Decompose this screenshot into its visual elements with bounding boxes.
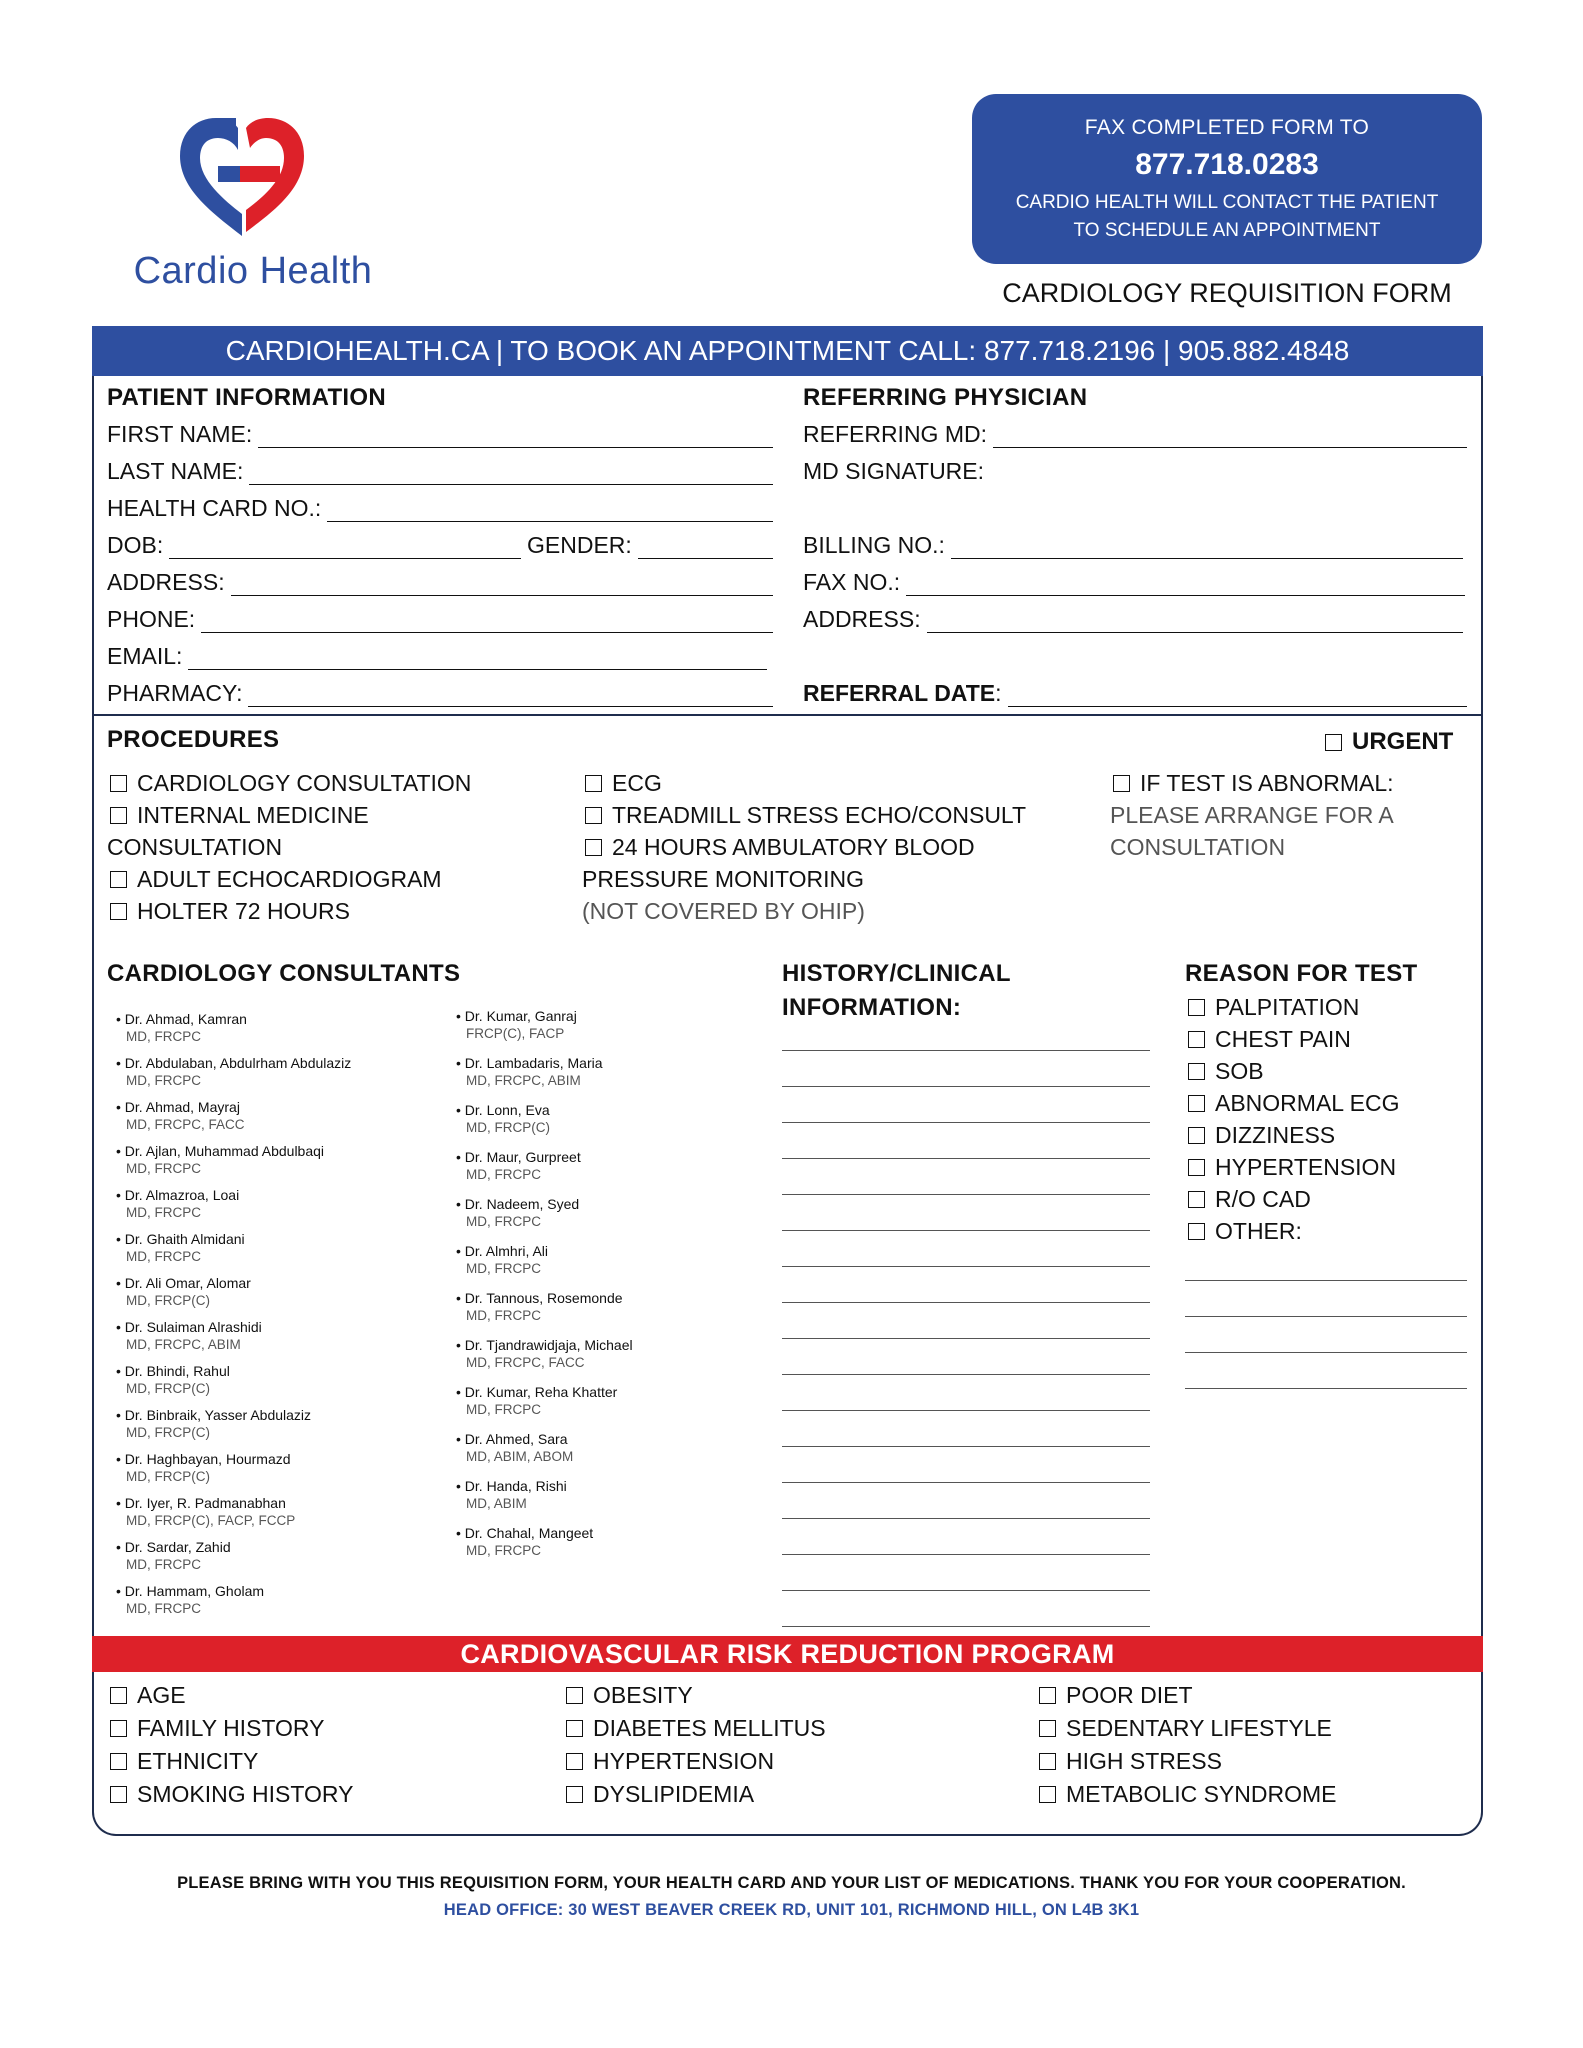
reason-chest-pain[interactable] xyxy=(1188,1026,1351,1053)
reason-ro-cad[interactable] xyxy=(1188,1186,1311,1213)
history-writing-line[interactable] xyxy=(782,1158,1150,1159)
proc-label: CARDIOLOGY CONSULTATION xyxy=(137,770,472,796)
procedures-heading: PROCEDURES xyxy=(107,726,280,753)
consultant-entry: • Dr. Ahmad, Kamran MD, FRCPC xyxy=(116,1011,247,1044)
checkbox[interactable] xyxy=(110,1687,127,1704)
health-card-field[interactable] xyxy=(107,492,773,522)
consultant-entry: • Dr. Sardar, Zahid MD, FRCPC xyxy=(116,1539,231,1572)
fax-note-1: CARDIO HEALTH WILL CONTACT THE PATIENT xyxy=(1015,192,1439,213)
physician-address-line[interactable] xyxy=(927,611,1463,633)
reason-other[interactable] xyxy=(1188,1218,1302,1245)
proc-label: 24 HOURS AMBULATORY BLOOD xyxy=(612,834,975,860)
risk-poor-diet[interactable] xyxy=(1039,1682,1193,1709)
checkbox[interactable] xyxy=(1039,1687,1056,1704)
risk-obesity[interactable] xyxy=(566,1682,693,1709)
billing-no-label: BILLING NO.: xyxy=(803,532,945,558)
last-name-label: LAST NAME: xyxy=(107,458,244,484)
risk-label: POOR DIET xyxy=(1066,1682,1193,1708)
consultant-entry: • Dr. Kumar, Ganraj FRCP(C), FACP xyxy=(456,1008,577,1041)
fax-no-label: FAX NO.: xyxy=(803,569,901,595)
risk-label: SMOKING HISTORY xyxy=(137,1781,354,1807)
heart-ch-logo-icon xyxy=(174,114,310,242)
checkbox[interactable] xyxy=(1188,1127,1205,1144)
checkbox[interactable] xyxy=(566,1720,583,1737)
reason-label: ABNORMAL ECG xyxy=(1215,1090,1400,1116)
history-heading-2: INFORMATION: xyxy=(782,994,962,1021)
checkbox[interactable] xyxy=(566,1687,583,1704)
checkbox[interactable] xyxy=(1188,999,1205,1016)
proc-ambulatory-bp[interactable] xyxy=(585,834,975,861)
reason-abnormal-ecg[interactable] xyxy=(1188,1090,1399,1117)
consultant-entry: • Dr. Hammam, Gholam MD, FRCPC xyxy=(116,1583,265,1616)
phone-field[interactable] xyxy=(107,603,773,633)
history-writing-line[interactable] xyxy=(782,1194,1150,1195)
checkbox[interactable] xyxy=(1039,1753,1056,1770)
not-covered-note: (NOT COVERED BY OHIP) xyxy=(582,898,865,924)
gender-label: GENDER: xyxy=(527,532,632,558)
history-writing-line[interactable] xyxy=(782,1302,1150,1303)
risk-sedentary[interactable] xyxy=(1039,1715,1332,1742)
risk-label: ETHNICITY xyxy=(137,1748,259,1774)
proc-holter[interactable] xyxy=(110,898,350,925)
proc-treadmill[interactable] xyxy=(585,802,1026,829)
risk-age[interactable] xyxy=(110,1682,186,1709)
risk-hypertension[interactable] xyxy=(566,1748,774,1775)
consultant-list-col2 xyxy=(456,1007,633,1560)
reason-label: CHEST PAIN xyxy=(1215,1026,1351,1052)
reason-label: HYPERTENSION xyxy=(1215,1154,1397,1180)
physician-address-field[interactable] xyxy=(803,603,1463,633)
checkbox[interactable] xyxy=(1188,1159,1205,1176)
first-name-line[interactable] xyxy=(258,426,773,448)
history-writing-line[interactable] xyxy=(782,1590,1150,1591)
consultant-entry: • Dr. Tjandrawidjaja, Michael MD, FRCPC, FACC xyxy=(456,1337,633,1370)
consultant-entry: • Dr. Handa, Rishi MD, ABIM xyxy=(456,1478,567,1511)
risk-program-heading: CARDIOVASCULAR RISK REDUCTION PROGRAM xyxy=(92,1636,1483,1672)
risk-metabolic[interactable] xyxy=(1039,1781,1337,1808)
referral-date-field[interactable] xyxy=(803,677,1467,707)
proc-label: INTERNAL MEDICINE xyxy=(137,802,369,828)
dob-field[interactable] xyxy=(107,529,521,559)
reason-hypertension[interactable] xyxy=(1188,1154,1396,1181)
billing-no-line[interactable] xyxy=(951,537,1463,559)
consultant-entry: • Dr. Chahal, Mangeet MD, FRCPC xyxy=(456,1525,594,1558)
proc-label-continued: PRESSURE MONITORING xyxy=(582,866,864,892)
urgent-label: URGENT xyxy=(1352,728,1454,755)
consultant-entry: • Dr. Lambadaris, Maria MD, FRCPC, ABIM xyxy=(456,1055,603,1088)
reason-label: DIZZINESS xyxy=(1215,1122,1336,1148)
referring-md-line[interactable] xyxy=(993,426,1467,448)
referring-md-field[interactable] xyxy=(803,418,1467,448)
consultants-heading: CARDIOLOGY CONSULTANTS xyxy=(107,960,461,987)
other-reason-line[interactable] xyxy=(1185,1280,1467,1281)
checkbox[interactable] xyxy=(1039,1720,1056,1737)
risk-high-stress[interactable] xyxy=(1039,1748,1222,1775)
checkbox[interactable] xyxy=(1188,1095,1205,1112)
proc-label: ECG xyxy=(612,770,662,796)
physician-address-label: ADDRESS: xyxy=(803,606,921,632)
email-line[interactable] xyxy=(188,648,767,670)
proc-label-continued: CONSULTATION xyxy=(107,834,283,860)
urgent-box[interactable] xyxy=(1325,734,1342,751)
history-writing-line[interactable] xyxy=(782,1050,1150,1051)
patient-info-heading: PATIENT INFORMATION xyxy=(107,384,387,411)
risk-label: METABOLIC SYNDROME xyxy=(1066,1781,1337,1807)
reason-label: R/O CAD xyxy=(1215,1186,1311,1212)
risk-label: DIABETES MELLITUS xyxy=(593,1715,826,1741)
history-writing-line[interactable] xyxy=(782,1518,1150,1519)
arrange-note: PLEASE ARRANGE FOR A xyxy=(1110,802,1394,828)
history-writing-line[interactable] xyxy=(782,1338,1150,1339)
proc-label: HOLTER 72 HOURS xyxy=(137,898,351,924)
checkbox[interactable] xyxy=(566,1753,583,1770)
risk-label: HYPERTENSION xyxy=(593,1748,775,1774)
last-name-line[interactable] xyxy=(249,463,773,485)
fax-info-box xyxy=(972,94,1482,264)
risk-dyslipidemia[interactable] xyxy=(566,1781,754,1808)
consultant-entry: • Dr. Ahmad, Mayraj MD, FRCPC, FACC xyxy=(116,1099,245,1132)
form-title: CARDIOLOGY REQUISITION FORM xyxy=(1002,278,1452,308)
fax-no-line[interactable] xyxy=(906,574,1465,596)
patient-address-line[interactable] xyxy=(231,574,773,596)
patient-address-label: ADDRESS: xyxy=(107,569,225,595)
consultant-entry: • Dr. Lonn, Eva MD, FRCP(C) xyxy=(456,1102,550,1135)
checkbox[interactable] xyxy=(585,839,602,856)
history-writing-line[interactable] xyxy=(782,1230,1150,1231)
reason-heading: REASON FOR TEST xyxy=(1185,960,1418,987)
referral-date-label: REFERRAL DATE: xyxy=(803,680,1002,706)
history-writing-line[interactable] xyxy=(782,1086,1150,1087)
history-writing-line[interactable] xyxy=(782,1446,1150,1447)
consultant-entry: • Dr. Bhindi, Rahul MD, FRCP(C) xyxy=(116,1363,230,1396)
other-reason-line[interactable] xyxy=(1185,1388,1467,1389)
footer-instructions: PLEASE BRING WITH YOU THIS REQUISITION FORM, YOUR HEALTH CARD AND YOUR LIST OF MEDICATIONS. THANK YOU FOR YOUR COOPERATION. xyxy=(177,1874,1406,1892)
history-writing-line[interactable] xyxy=(782,1410,1150,1411)
checkbox[interactable] xyxy=(585,775,602,792)
section-divider xyxy=(92,714,1483,716)
risk-label: AGE xyxy=(137,1682,186,1708)
health-card-line[interactable] xyxy=(327,500,773,522)
health-card-label: HEALTH CARD NO.: xyxy=(107,495,322,521)
first-name-label: FIRST NAME: xyxy=(107,421,253,447)
referring-md-label: REFERRING MD: xyxy=(803,421,987,447)
risk-label: SEDENTARY LIFESTYLE xyxy=(1066,1715,1332,1741)
phone-label: PHONE: xyxy=(107,606,196,632)
last-name-field[interactable] xyxy=(107,455,773,485)
proc-label: IF TEST IS ABNORMAL: xyxy=(1140,770,1394,796)
risk-label: FAMILY HISTORY xyxy=(137,1715,325,1741)
history-writing-line[interactable] xyxy=(782,1554,1150,1555)
checkbox[interactable] xyxy=(110,1753,127,1770)
pharmacy-line[interactable] xyxy=(248,685,773,707)
proc-adult-echo[interactable] xyxy=(110,866,442,893)
proc-internal-medicine[interactable] xyxy=(110,802,369,829)
other-reason-line[interactable] xyxy=(1185,1316,1467,1317)
checkbox[interactable] xyxy=(110,871,127,888)
risk-diabetes[interactable] xyxy=(566,1715,826,1742)
consultant-entry: • Dr. Almhri, Ali MD, FRCPC xyxy=(456,1243,549,1276)
fax-note-2: TO SCHEDULE AN APPOINTMENT xyxy=(1073,220,1381,241)
checkbox[interactable] xyxy=(585,807,602,824)
referral-date-line[interactable] xyxy=(1008,685,1468,707)
proc-ecg[interactable] xyxy=(585,770,662,797)
proc-cardiology-consultation[interactable] xyxy=(110,770,471,797)
history-heading-1: HISTORY/CLINICAL xyxy=(782,960,1011,987)
md-signature-field[interactable] xyxy=(803,455,1467,485)
checkbox[interactable] xyxy=(1188,1223,1205,1240)
checkbox[interactable] xyxy=(566,1786,583,1803)
brand-name: Cardio Health xyxy=(133,250,373,292)
consultant-entry: • Dr. Tannous, Rosemonde MD, FRCPC xyxy=(456,1290,623,1323)
gender-line[interactable] xyxy=(638,537,773,559)
consultant-list-col1 xyxy=(116,1010,351,1618)
consultant-entry: • Dr. Kumar, Reha Khatter MD, FRCPC xyxy=(456,1384,618,1417)
checkbox[interactable] xyxy=(110,807,127,824)
email-label: EMAIL: xyxy=(107,643,183,669)
consultant-entry: • Dr. Ali Omar, Alomar MD, FRCP(C) xyxy=(116,1275,251,1308)
reason-label: PALPITATION xyxy=(1215,994,1360,1020)
fax-number: 877.718.0283 xyxy=(1135,148,1319,181)
reason-sob[interactable] xyxy=(1188,1058,1264,1085)
checkbox[interactable] xyxy=(1113,775,1130,792)
risk-label: HIGH STRESS xyxy=(1066,1748,1222,1774)
risk-smoking-history[interactable] xyxy=(110,1781,353,1808)
consultant-entry: • Dr. Ahmed, Sara MD, ABIM, ABOM xyxy=(456,1431,574,1464)
reason-label: OTHER: xyxy=(1215,1218,1302,1244)
checkbox[interactable] xyxy=(110,1786,127,1803)
arrange-note-continued: CONSULTATION xyxy=(1110,834,1286,860)
proc-if-abnormal[interactable] xyxy=(1113,770,1394,797)
proc-label: ADULT ECHOCARDIOGRAM xyxy=(137,866,442,892)
billing-no-field[interactable] xyxy=(803,529,1463,559)
proc-label: TREADMILL STRESS ECHO/CONSULT xyxy=(612,802,1027,828)
urgent-checkbox[interactable] xyxy=(1325,728,1453,756)
checkbox[interactable] xyxy=(1188,1191,1205,1208)
consultant-entry: • Dr. Abdulaban, Abdulrham Abdulaziz MD, FRCPC xyxy=(116,1055,352,1088)
booking-bar: CARDIOHEALTH.CA | TO BOOK AN APPOINTMENT CALL: 877.718.2196 | 905.882.4848 xyxy=(92,326,1483,376)
risk-ethnicity[interactable] xyxy=(110,1748,258,1775)
history-writing-line[interactable] xyxy=(782,1482,1150,1483)
pharmacy-label: PHARMACY: xyxy=(107,680,243,706)
reason-label: SOB xyxy=(1215,1058,1264,1084)
first-name-field[interactable] xyxy=(107,418,773,448)
referring-physician-heading: REFERRING PHYSICIAN xyxy=(803,384,1088,411)
gender-field[interactable] xyxy=(527,529,773,559)
consultant-entry: • Dr. Nadeem, Syed MD, FRCPC xyxy=(456,1196,580,1229)
consultant-entry: • Dr. Ghaith Almidani MD, FRCPC xyxy=(116,1231,245,1264)
other-reason-line[interactable] xyxy=(1185,1352,1467,1353)
reason-dizziness[interactable] xyxy=(1188,1122,1335,1149)
history-writing-line[interactable] xyxy=(782,1626,1150,1627)
consultant-entry: • Dr. Sulaiman Alrashidi MD, FRCPC, ABIM xyxy=(116,1319,262,1352)
consultant-entry: • Dr. Ajlan, Muhammad Abdulbaqi MD, FRCPC xyxy=(116,1143,325,1176)
history-writing-line[interactable] xyxy=(782,1374,1150,1375)
reason-palpitation[interactable] xyxy=(1188,994,1359,1021)
checkbox[interactable] xyxy=(110,775,127,792)
risk-family-history[interactable] xyxy=(110,1715,324,1742)
pharmacy-field[interactable] xyxy=(107,677,773,707)
consultant-entry: • Dr. Iyer, R. Padmanabhan MD, FRCP(C), FACP, FCCP xyxy=(116,1495,296,1528)
fax-label: FAX COMPLETED FORM TO xyxy=(1084,116,1370,139)
patient-address-field[interactable] xyxy=(107,566,773,596)
cardio-health-logo xyxy=(108,108,398,308)
checkbox[interactable] xyxy=(1188,1063,1205,1080)
consultant-entry: • Dr. Almazroa, Loai MD, FRCPC xyxy=(116,1187,240,1220)
risk-label: DYSLIPIDEMIA xyxy=(593,1781,755,1807)
dob-line[interactable] xyxy=(169,537,521,559)
history-writing-line[interactable] xyxy=(782,1122,1150,1123)
consultant-entry: • Dr. Binbraik, Yasser Abdulaziz MD, FRCP(C) xyxy=(116,1407,312,1440)
dob-label: DOB: xyxy=(107,532,164,558)
email-field[interactable] xyxy=(107,640,767,670)
checkbox[interactable] xyxy=(1039,1786,1056,1803)
checkbox[interactable] xyxy=(110,903,127,920)
fax-no-field[interactable] xyxy=(803,566,1465,596)
phone-line[interactable] xyxy=(201,611,773,633)
md-signature-label: MD SIGNATURE: xyxy=(803,458,985,484)
footer-address: HEAD OFFICE: 30 WEST BEAVER CREEK RD, UNIT 101, RICHMOND HILL, ON L4B 3K1 xyxy=(443,1901,1140,1919)
risk-label: OBESITY xyxy=(593,1682,693,1708)
checkbox[interactable] xyxy=(110,1720,127,1737)
checkbox[interactable] xyxy=(1188,1031,1205,1048)
consultant-entry: • Dr. Maur, Gurpreet MD, FRCPC xyxy=(456,1149,581,1182)
history-writing-line[interactable] xyxy=(782,1266,1150,1267)
consultant-entry: • Dr. Haghbayan, Hourmazd MD, FRCP(C) xyxy=(116,1451,291,1484)
